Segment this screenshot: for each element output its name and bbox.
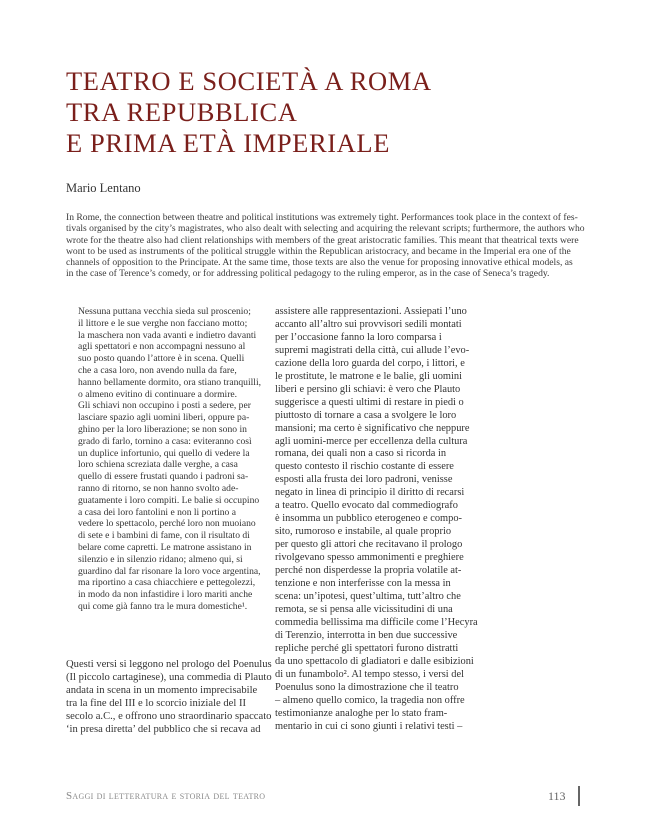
quote-line: qui come già fanno tra le mura domestiche¹. [78,600,248,612]
body-line: piuttosto di tornare a casa a svolgere le loro [275,409,457,421]
body-line: testimonianze analoghe per lo stato fram- [275,707,448,719]
quote-line: lasciare spazio agli uomini liberi, oppure pa- [78,412,250,424]
body-line: – almeno quello comico, la tragedia non offre [275,694,465,706]
quote-line: quello di essere frustati quando i padroni sa- [78,471,249,483]
body-line: cazione della loro guarda del corpo, i littori, e [275,357,465,369]
title-line: TEATRO E SOCIETÀ A ROMA [66,66,432,96]
body-line: suggerisce a questi ultimi di restare in piedi o [275,396,464,408]
quote-line: un duplice infortunio, qui quello di vedere la [78,447,250,459]
quote-line: belare come capretti. Le matrone assistano in [78,541,252,553]
body-line: le prostitute, le matrone e le balie, gli uomini [275,370,462,382]
body-line: questo contesto il rischio costante di essere [275,461,454,473]
body-line: mansioni; ma certo è significativo che neppure [275,422,470,434]
body-line: assistere alle rappresentazioni. Assiepati l’uno [275,306,467,317]
body-line: tra la fine del III e lo scorcio iniziale del II [66,698,247,709]
quote-line: Gli schiavi non occupino i posti a sedere, per [78,400,251,412]
body-line: supremi magistrati della città, cui allude l’evo- [275,344,470,356]
body-line: tenzione e non interferisse con la messa in [275,578,451,590]
body-line: andata in scena in un momento imprecisabile [66,685,258,696]
left-body-text [66,658,272,736]
quote-line: che a casa loro, non avendo nulla da fare, [78,364,237,376]
body-line: di un funambolo². Al tempo stesso, i versi del [275,668,464,680]
body-line: commedia bellissima ma difficile come l’Hecyra [275,616,478,628]
body-line: esposti alla frusta dei loro padroni, venisse [275,474,453,486]
body-line: negato in linea di principio il diritto di recarsi [275,487,465,499]
body-line: Questi versi si leggono nel prologo del Poenulus [66,659,272,670]
quote-line: in modo da non infastidire i loro mariti anche [78,589,253,601]
body-line: (Il piccolo cartaginese), una commedia di Plauto [66,672,272,683]
body-line: mentario in cui ci sono giunti i relativi testi – [275,720,463,732]
body-line: per questo gli attori che recitavano il prologo [275,539,463,551]
quote-line: silenzio e in silenzio ridano; almeno qui, si [78,553,243,565]
quote-line: suo posto quando l’attore è in scena. Quelli [78,353,245,365]
quote-line: guatamente i loro compiti. Le balie si occupino [78,494,260,506]
quote-line: a casa dei loro fantolini e non li portino a [78,506,236,518]
abstract-line: wont to be used as instruments of the political struggle within the Republican aristocracy, and became in the Imperial era one of the [66,245,571,257]
body-line: agli uomini-merce per eccellenza della cultura [275,435,468,447]
quote-line: guardino dal far risonare la loro voce argentina, [78,565,261,577]
quote-line: di sete e i bambini di fame, con il risultato di [78,530,250,542]
abstract-line: wrote for the theatre also had client relationships with members of the great aristocratic families. This meant that theatrical texts were [66,234,579,246]
block-quote [78,306,261,613]
author-name: Mario Lentano [66,181,141,195]
body-line: sito, rumoroso e instabile, al quale proprio [275,526,452,538]
quote-line: vedere lo spettacolo, perché loro non muoiano [78,518,256,530]
running-footer: Saggi di letteratura e storia del teatro [66,790,266,802]
body-line: rivolgevano spesso ammonimenti e preghiere [275,552,464,564]
quote-line: agli spettatori e non accompagni nessuno al [78,341,246,353]
page-number-rule [578,786,580,806]
page-number: 113 [548,789,566,803]
body-line: a teatro. Quello evocato dal commediografo [275,500,458,512]
title-line: TRA REPUBBLICA [66,97,298,127]
body-line: remota, se si pensa alle vicissitudini di una [275,603,453,615]
quote-line: ma riportino a casa chiacchiere e pettegolezzi, [78,577,256,589]
body-line: liberi e persino gli schiavi: è vero che Plauto [275,383,461,395]
body-line: da uno spettacolo di gladiatori e dalle esibizioni [275,655,474,667]
quote-line: ranno di ritorno, se non hanno svolto ade- [78,482,239,494]
body-line: di Terenzio, interrotta in ben due successive [275,629,458,641]
quote-line: grado di farlo, tornino a casa: eviteranno così [78,435,252,447]
body-line: ‘in presa diretta’ del pubblico che si recava ad [66,724,261,735]
title-line: E PRIMA ETÀ IMPERIALE [66,128,390,158]
quote-line: hanno bellamente dormito, ora stiano tranquilli, [78,376,262,388]
quote-line: la maschera non vada avanti e indietro davanti [78,329,257,341]
abstract-line: tivals organised by the city’s magistrates, who also dealt with selecting and acquiring the relevant scripts; furthermore, the authors who [66,223,585,235]
quote-line: o almeno evitino di continuare a dormire. [78,388,238,400]
abstract-line: In Rome, the connection between theatre and political institutions was extremely tight. Performances took place in the context of fes- [66,212,578,223]
body-line: accanto all’altro sui provvisori sedili montati [275,318,462,330]
body-line: Poenulus sono la dimostrazione che il teatro [275,681,459,693]
body-line: secolo a.C., e offrono uno straordinario spaccato [66,711,272,722]
body-line: perché non disperdesse la propria volatile at- [275,565,462,577]
body-line: romana, dei quali non a caso si ricorda in [275,448,447,460]
body-line: per l’occasione fanno la loro comparsa i [275,331,442,343]
body-line: scena: un’ipotesi, quest’ultima, tutt’altro che [275,590,461,602]
right-body-text [275,306,478,733]
abstract-line: in the case of Terence’s comedy, or for addressing political pedagogy to the ruling emperor, as in the case of Seneca’s tragedy. [66,268,550,280]
body-line: è insomma un pubblico eterogeneo e compo- [275,513,462,525]
body-line: repliche perché gli spettatori furono distratti [275,642,459,654]
article-title [66,66,586,159]
quote-line: loro schiena screziata dalle verghe, a casa [78,459,238,471]
quote-line: Nessuna puttana vecchia sieda sul proscenio; [78,306,251,317]
abstract-line: channels of opposition to the Principate. At the same time, those texts are also the venue for proposing innovative ethical models, as [66,257,573,269]
quote-line: il littore e le sue verghe non facciano motto; [78,317,248,329]
abstract [66,212,584,280]
quote-line: ghino per la loro liberazione; se non sono in [78,423,247,435]
